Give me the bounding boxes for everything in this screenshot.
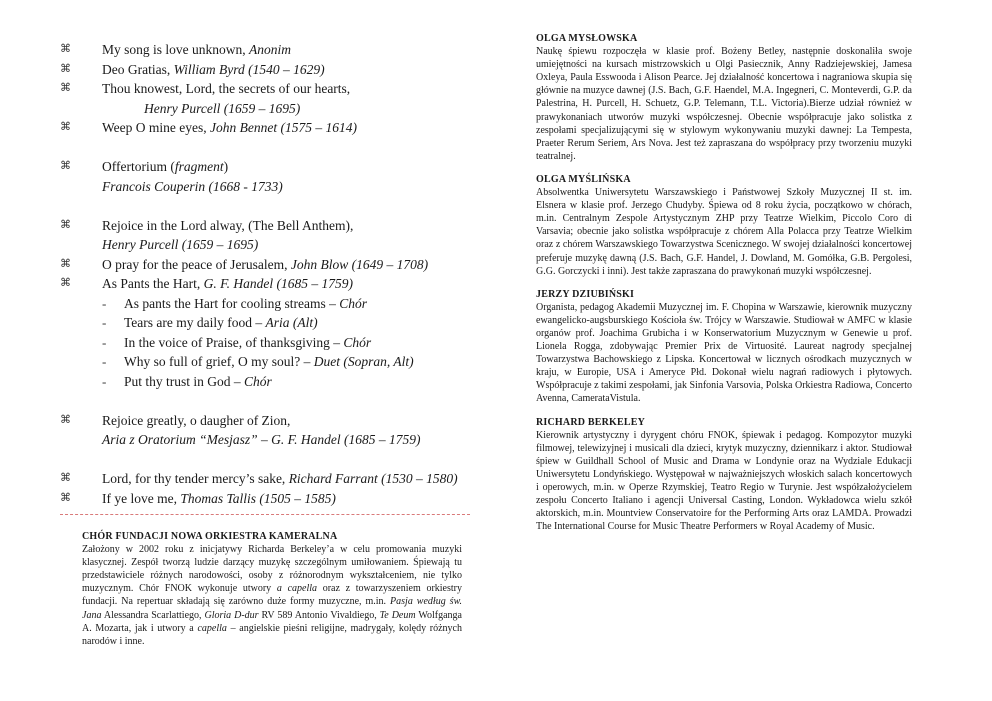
- spacer: [60, 196, 470, 216]
- text-run: As pants the Hart for cooling streams –: [124, 295, 340, 311]
- program-item-text: [102, 79, 350, 99]
- italic-text: Richard Farrant (1530 – 1580): [288, 471, 458, 486]
- program-item: [60, 79, 470, 99]
- program-item-text: [124, 352, 414, 372]
- program-item: [60, 411, 470, 431]
- program-item: [60, 372, 470, 392]
- italic-text: Duet (Sopran, Alt): [313, 354, 414, 369]
- spacer: [60, 391, 470, 411]
- command-bullet-icon: ⌘: [60, 62, 71, 75]
- italic-text: Chór: [343, 334, 372, 350]
- program-item: [60, 177, 470, 197]
- italic-text: John Bennet (1575 – 1614): [210, 120, 357, 135]
- text-run: As Pants the Hart,: [102, 276, 204, 291]
- program-item-text: [124, 294, 367, 314]
- command-bullet-icon: ⌘: [60, 257, 71, 270]
- bio-entry: [536, 32, 912, 163]
- command-bullet-icon: ⌘: [60, 43, 71, 55]
- text-run: Why so full of grief, O my soul? –: [124, 354, 314, 369]
- italic-text: Thomas Tallis (1505 – 1585): [180, 490, 336, 506]
- italic-text: capella: [197, 622, 227, 634]
- program-item: [60, 489, 470, 509]
- text-run: Alessandra Scarlattiego,: [101, 609, 205, 621]
- program-item: [60, 60, 470, 80]
- biographies: [536, 32, 912, 543]
- program-item: [60, 255, 470, 275]
- program-item: [60, 333, 470, 353]
- text-run: Rejoice greatly, o daugher of Zion,: [102, 412, 291, 428]
- bio-entry: [536, 173, 912, 278]
- italic-text: G. F. Handel (1685 – 1759): [203, 276, 353, 291]
- text-run: – angielskie pieśni religijne, madrygały, kolędy różnych narodów i inne.: [82, 622, 462, 647]
- program-item: [60, 40, 470, 60]
- program-item-text: [102, 489, 336, 509]
- text-run: In the voice of Praise, of thanksgiving –: [124, 334, 344, 350]
- dashed-divider: [60, 514, 470, 515]
- program-item-text: [102, 255, 428, 275]
- program-item-text: [102, 157, 228, 177]
- bio-name: OLGA MYŚLIŃSKA: [536, 173, 631, 185]
- text-run: RV 589 Antonio Vivaldiego,: [258, 609, 380, 621]
- text-run: Weep O mine eyes,: [102, 120, 210, 135]
- program-item-text: [102, 469, 458, 489]
- text-run: Deo Gratias,: [102, 61, 174, 77]
- italic-text: fragment: [174, 159, 224, 174]
- dash-marker: -: [102, 354, 107, 369]
- program-item-text: [102, 430, 421, 450]
- program-item-text: [124, 313, 318, 333]
- program-item: [60, 235, 470, 255]
- program-item-text: [102, 118, 357, 138]
- text-run: Rejoice in the Lord alway, (The Bell Anthem),: [102, 217, 354, 233]
- spacer: [60, 138, 470, 158]
- bio-text: Absolwentka Uniwersytetu Warszawskiego i Państwowej Szkoły Muzycznej II st. im. Elsnera w klasie prof. Jerzego Chudyby. Śpiewa od 8 roku życia, początkowo w chórach, m.in. Centralnym Zespole Artystycznym ZHP przy Teatrze Wielkim, Piccolo Coro di Varsavia; obecnie jako solistka współpracuje z chórem Alla Polacca przy Teatrze Wielkim oraz z chórem Warszawskiego Towarzystwa Scenicznego. W swojej działalności koncertowej preferuje muzykę dawną (J.S. Bach, G.F. Handel, J. Dowland, M. Gomółka, G.B. Pergolesi, G.G. Gorczycki i inni). Jest także zapraszana do prawykonań muzyki współczesnej.: [536, 187, 912, 277]
- text-run: Offertorium (: [102, 159, 175, 174]
- program-item-text: [102, 177, 283, 197]
- program-item-text: [102, 40, 291, 60]
- command-bullet-icon: ⌘: [60, 218, 71, 231]
- bio-text: Organista, pedagog Akademii Muzycznej im. F. Chopina w Warszawie, kierownik muzyczny ewangelicko-augsburskiego Kościoła św. Trójcy w Warszawie. Studiował w AMFC w klasie organów prof. Joachima Grubicha i w Konserwatorium Muzycznym w Genewie u prof. Lionela Rogga, zdobywając Premier Prix de Virtuosité. Laureat nagrody specjalnej Towarzystwa Bachowskiego z Lipska. Koncertował w licznych ośrodkach muzycznych w kraju, w Europie, USA i Ameryce Płd. Dokonał wielu nagrań radiowych i płytowych. Współpracuje z takimi zespołami, jak Sinfonia Varsovia, Polska Orkiestra Radiowa, Concerto Avenna, CamerataVistula.: [536, 301, 912, 405]
- text-run: Założony w 2002 roku z inicjatywy Richarda Berkeley’a w celu promowania muzyki klasycznej. Zespół tworzą ludzie darzący muzykę szczególnym umiłowaniem. Śpiewają tu przedstawiciele różnych narodowości, osoby z różnorodnym wykształceniem, nie tylko muzycznym. Chór FNOK wykonuje utwory: [82, 544, 462, 595]
- bio-entry: [536, 288, 912, 406]
- choir-section: [82, 530, 462, 648]
- italic-text: William Byrd (1540 – 1629): [173, 61, 325, 77]
- text-run: Thou knowest, Lord, the secrets of our hearts,: [102, 81, 351, 96]
- program-list: [60, 40, 470, 508]
- command-bullet-icon: ⌘: [60, 82, 71, 94]
- bio-name: JERZY DZIUBIŃSKI: [536, 288, 635, 300]
- bio-text: Kierownik artystyczny i dyrygent chóru FNOK, śpiewak i pedagog. Kompozytor muzyki filmowej, telewizyjnej i musicali dla dzieci, krytyk muzyczny, dziennikarz i aktor. Studiował śpiew w Guildhall School of Music and Drama w Londynie oraz na Wydziale Edukacji Uniwersytetu Londyńskiego. Występował w najważniejszych włoskich salach koncertowych i operowych, m.in. w Operze Rzymskiej, Teatro Regio w Turynie. Jest współzałożycielem zespołu Concerto Italiano i agencji Universal Casting, London. Wykładowca wielu szkół aktorskich, m.in. Mountview Conservatoire for the Performing Arts oraz LAMDA. Prowadzi The International Course for Music Theatre Performers w Royal Academy of Music.: [536, 429, 912, 533]
- text-run: If ye love me,: [102, 490, 181, 506]
- text-run: oraz z towarzyszeniem orkiestry fundacji. Na repertuar składają się zarówno duże formy muzyczne, m.in.: [82, 583, 462, 608]
- command-bullet-icon: ⌘: [60, 413, 71, 426]
- italic-text: Gloria D-dur: [204, 609, 259, 621]
- italic-text: a capella: [276, 583, 318, 595]
- italic-text: Te Deum: [379, 609, 416, 621]
- program-item: [60, 352, 470, 372]
- program-item: [60, 99, 470, 119]
- spacer: [60, 450, 470, 470]
- bio-name: RICHARD BERKELEY: [536, 416, 646, 428]
- program-item-text: [144, 99, 300, 119]
- program-item: [60, 118, 470, 138]
- text-run: O pray for the peace of Jerusalem,: [102, 256, 291, 272]
- command-bullet-icon: ⌘: [60, 277, 71, 289]
- program-item: [60, 216, 470, 236]
- italic-text: Francois Couperin (1668 - 1733): [102, 178, 283, 194]
- command-bullet-icon: ⌘: [60, 472, 71, 484]
- text-run: Tears are my daily food –: [124, 315, 266, 330]
- text-run: Put thy trust in God –: [124, 373, 245, 389]
- program-item-text: [102, 60, 325, 80]
- program-item-text: [124, 372, 272, 392]
- text-run: Wolfganga A. Mozarta, jak i utwory a: [82, 609, 462, 634]
- program-item: [60, 313, 470, 333]
- dash-marker: -: [102, 295, 107, 311]
- dash-marker: -: [102, 373, 107, 389]
- program-item-text: [102, 235, 258, 255]
- program-item-text: [102, 216, 353, 236]
- choir-description: [82, 543, 462, 648]
- program-item-text: [102, 274, 353, 294]
- italic-text: Pasja według św. Jana: [82, 596, 462, 621]
- text-run: Lord, for thy tender mercy’s sake,: [102, 471, 289, 486]
- bio-entry: [536, 416, 912, 534]
- italic-text: Henry Purcell (1659 – 1695): [144, 100, 301, 116]
- command-bullet-icon: ⌘: [60, 160, 71, 172]
- program-item: [60, 469, 470, 489]
- dash-marker: -: [102, 334, 107, 350]
- italic-text: Aria (Alt): [265, 315, 318, 330]
- bio-name: OLGA MYSŁOWSKA: [536, 33, 638, 44]
- command-bullet-icon: ⌘: [60, 491, 71, 504]
- italic-text: Anonim: [249, 42, 292, 57]
- program-item-text: [102, 411, 290, 431]
- text-run: My song is love unknown,: [102, 42, 250, 57]
- italic-text: Henry Purcell (1659 – 1695): [102, 237, 259, 252]
- italic-text: John Blow (1649 – 1708): [290, 256, 429, 272]
- italic-text: Chór: [244, 373, 272, 389]
- program-item: [60, 430, 470, 450]
- command-bullet-icon: ⌘: [60, 121, 71, 133]
- program-item: [60, 294, 470, 314]
- choir-heading: CHÓR FUNDACJI NOWA ORKIESTRA KAMERALNA: [82, 531, 338, 542]
- program-item: [60, 157, 470, 177]
- program-item-text: [124, 333, 371, 353]
- bio-text: Naukę śpiewu rozpoczęła w klasie prof. Bożeny Betley, następnie doskonaliła swoje umiejętności na kursach mistrzowskich u Olgi Pasiecznik, Anny Radziejewskiej, Jamesa Oxleya, Paula Esswooda i Alison Pearce. Jej działalność koncertowa i nagraniowa skupia się głównie na muzyce dawnej (J.S. Bach, G.F. Haendel, M.A. Ingegneri, C. Monteverdi, G.P. da Palestrina, H. Purcell, H. Schuetz, G.P. Telemann, T.L. Victoria).Bierze udział również w prawykonaniach utworów muzyki współczesnej. Obecnie współpracuje jako solistka z zespołami specjalizującymi się w stylowym wykonywaniu muzyki dawnej: La Tempesta, Praeter Rerum Seriem, Ars Nova. Jest też zapraszana do współpracy przy tworzeniu muzyki teatralnej.: [536, 46, 912, 162]
- italic-text: Chór: [339, 295, 367, 311]
- program-item: [60, 274, 470, 294]
- dash-marker: -: [102, 315, 107, 330]
- italic-text: Aria z Oratorium “Mesjasz” – G. F. Handel (1685 – 1759): [102, 432, 421, 447]
- text-run: ): [223, 159, 229, 174]
